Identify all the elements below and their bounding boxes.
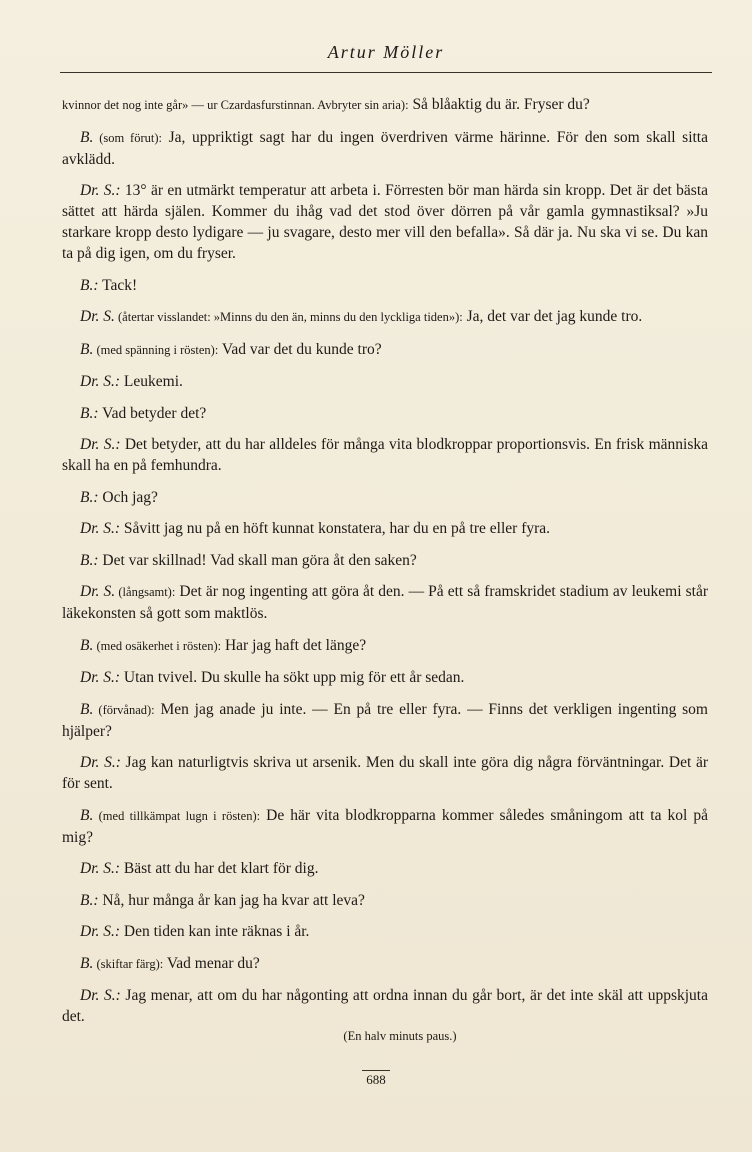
dialogue-text: Tack!: [98, 276, 138, 294]
dialogue-line: [62, 953, 708, 975]
running-header-author: Artur Möller: [327, 42, 445, 62]
dialogue-text: Det betyder, att du har alldeles för många vita blodkroppar proportionsvis. En frisk människa skall ha en på femhundra.: [62, 436, 709, 474]
speaker-label: Dr. S.:: [80, 923, 121, 940]
dialogue-text: Jag menar, att om du har någonting att ordna innan du går bort, är det inte skäl att uppskjuta det.: [62, 987, 708, 1025]
speaker-label: Dr. S.:: [80, 860, 121, 877]
dialogue-line: [62, 550, 708, 571]
dialogue-text: Leukemi.: [120, 373, 183, 390]
speaker-label: Dr. S.:: [80, 373, 121, 390]
speaker-label: Dr. S.:: [80, 436, 121, 453]
dialogue-text: Men jag anade ju inte. — En på tre eller fyra. — Finns det verkligen ingenting som hjälper?: [62, 700, 708, 740]
dialogue-text: Bäst att du har det klart för dig.: [120, 860, 319, 877]
continued-line: [62, 94, 708, 116]
stage-direction: (återtar visslandet: »Minns du den än, minns du den lyckliga tiden»):: [114, 310, 463, 324]
speaker-label: B.: [80, 340, 94, 358]
speaker-label: Dr. S.: [80, 583, 116, 600]
dialogue-line: [62, 487, 708, 508]
dialogue-text: Ja, det var det jag kunde tro.: [462, 308, 643, 325]
dialogue-text: Har jag haft det länge?: [221, 636, 367, 654]
stage-direction: (förvånad):: [93, 702, 155, 717]
speaker-label: B.: [80, 954, 94, 972]
stage-direction: (skiftar färg):: [93, 956, 164, 971]
dialogue-line: [62, 371, 708, 392]
speaker-label: Dr. S.: [80, 308, 115, 325]
dialogue-line: [62, 890, 708, 911]
speaker-label: B.: [80, 128, 94, 146]
dialogue-line: [62, 752, 708, 794]
dialogue-text: Utan tvivel. Du skulle ha sökt upp mig för ett år sedan.: [120, 669, 465, 686]
stage-direction: (med osäkerhet i rösten):: [93, 638, 222, 653]
stage-direction: (med spänning i rösten):: [93, 342, 219, 357]
dialogue-text: Och jag?: [98, 488, 158, 506]
dialogue-text: Såvitt jag nu på en höft kunnat konstatera, har du en på tre eller fyra.: [120, 520, 551, 537]
dialogue-text: Vad betyder det?: [98, 404, 207, 422]
dialogue-line: [62, 306, 708, 328]
speaker-label: Dr. S.:: [80, 754, 121, 771]
speaker-label: Dr. S.:: [80, 520, 121, 537]
speaker-label: B.:: [80, 551, 99, 569]
speaker-label: Dr. S.:: [80, 182, 121, 199]
dialogue-line: [62, 180, 708, 264]
page-number: 688: [0, 1072, 752, 1088]
dialogue-text: Det är nog ingenting att göra åt den. — På ett så framskridet stadium av leukemi står läkekonsten så gott som maktlös.: [62, 583, 708, 622]
dialogue-text: De här vita blodkropparna kommer således småningom att ta kol på mig?: [62, 806, 708, 846]
dialogue-line: [62, 339, 708, 361]
dialogue-line: [62, 434, 708, 476]
stage-direction: kvinnor det nog inte går» — ur Czardasfurstinnan. Avbryter sin aria):: [62, 98, 409, 112]
dialogue-text: Vad menar du?: [163, 954, 260, 972]
dialogue-text: Så blåaktig du är. Fryser du?: [408, 96, 590, 113]
dialogue-line: [62, 985, 708, 1027]
dialogue-text: Den tiden kan inte räknas i år.: [120, 923, 310, 940]
dialogue-line: [62, 518, 708, 539]
dialogue-line: [62, 805, 708, 848]
dialogue-line: [62, 635, 708, 657]
dialogue-line: [62, 921, 708, 942]
dialogue-text: 13° är en utmärkt temperatur att arbeta i. Förresten bör man härda sin kropp. Det är det bästa sättet att härda själen. Kommer du ihåg vad det stod över dörren på vår gamla gymnastiksal? »Ju starkare kropp desto lydigare — ju svagare, desto mer vill den befalla». Så där ja. Nu ska vi se. Du kan ta på dig igen, om du fryser.: [62, 182, 709, 262]
speaker-label: B.:: [80, 404, 99, 422]
speaker-label: B.:: [80, 488, 99, 506]
stage-direction: (långsamt):: [115, 585, 176, 599]
dialogue-line: [62, 581, 708, 624]
speaker-label: B.: [80, 636, 94, 654]
dialogue-text: Ja, uppriktigt sagt har du ingen överdriven värme härinne. För den som skall sitta avklädd.: [62, 128, 708, 168]
speaker-label: Dr. S.:: [80, 669, 121, 686]
dialogue-line: [62, 667, 708, 688]
speaker-label: B.:: [80, 891, 99, 909]
dialogue-line: [62, 403, 708, 424]
dialogue-text: Jag kan naturligtvis skriva ut arsenik. Men du skall inte göra dig några förväntningar. Det är för sent.: [62, 754, 708, 792]
header-rule: [60, 72, 712, 73]
dialogue-line: [62, 699, 708, 742]
dialogue-line: [62, 858, 708, 879]
dialogue-line: [62, 127, 708, 170]
stage-direction-pause: (En halv minuts paus.): [343, 1029, 457, 1043]
dialogue-body: [62, 94, 708, 1057]
speaker-label: B.: [80, 806, 94, 824]
stage-direction: (med tillkämpat lugn i rösten):: [93, 808, 261, 823]
speaker-label: Dr. S.:: [80, 987, 121, 1004]
stage-direction: (som förut):: [93, 130, 162, 145]
dialogue-text: Det var skillnad! Vad skall man göra åt den saken?: [98, 551, 417, 569]
speaker-label: B.:: [80, 276, 99, 294]
dialogue-line: [62, 275, 708, 296]
dialogue-text: Nå, hur många år kan jag ha kvar att leva?: [98, 891, 365, 909]
speaker-label: B.: [80, 700, 94, 718]
dialogue-text: Vad var det du kunde tro?: [218, 340, 382, 358]
